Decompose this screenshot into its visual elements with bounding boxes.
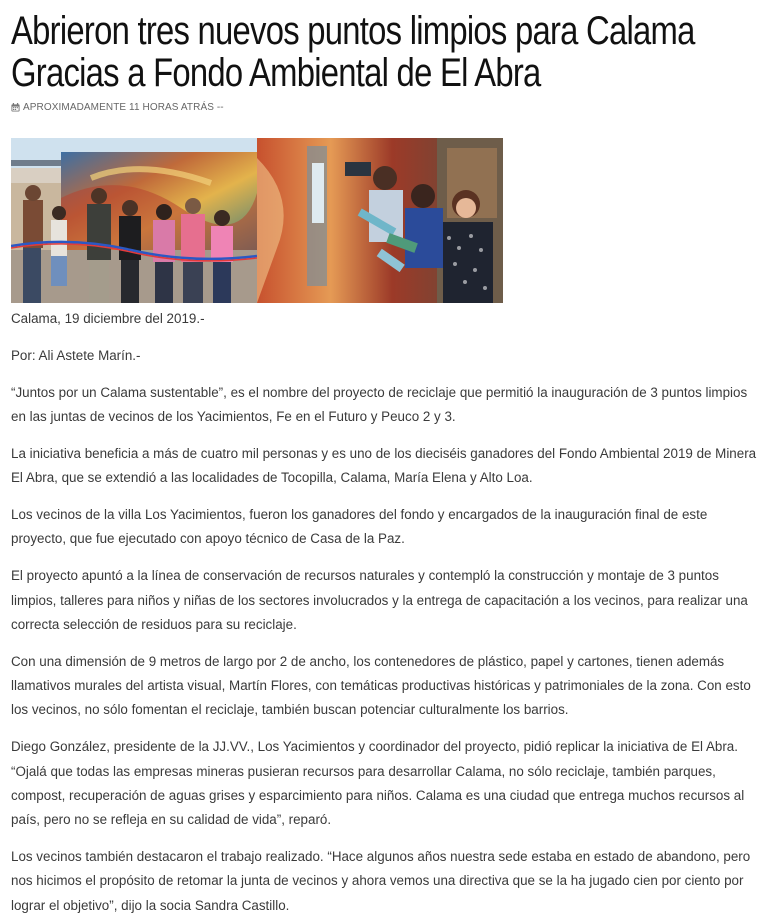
article-meta	[11, 102, 224, 113]
paragraph: Diego González, presidente de la JJ.VV., Los Yacimientos y coordinador del proyecto, pidió replicar la iniciativa de El Abra. “Ojalá que todas las empresas mineras pusieran recursos para desarrollar Calama, no sólo reciclaje, también parques, compost, recuperación de aguas grises y esparcimiento para niños. Calama es una ciudad que entrega muchos recursos al país, pero no se refleja en su calidad de vida”, reparó.	[11, 739, 745, 828]
publish-time: APROXIMADAMENTE 11 HORAS ATRÁS --	[23, 102, 224, 113]
paragraph: Con una dimensión de 9 metros de largo por 2 de ancho, los contenedores de plástico, papel y cartones, tienen además llamativos murales del artista visual, Martín Flores, con temáticas productivas históricas y patrimoniales de la zona. Con esto los vecinos, no sólo fomentan el reciclaje, también buscan potenciar culturalmente los barrios.	[11, 653, 751, 718]
paragraph: “Juntos por un Calama sustentable”, es el nombre del proyecto de reciclaje que permitió la inauguración de 3 puntos limpios en las juntas de vecinos de los Yacimientos, Fe en el Futuro y Peuco 2 y 3.	[11, 384, 748, 425]
paragraph: Los vecinos también destacaron el trabajo realizado. “Hace algunos años nuestra sede estaba en estado de abandono, pero nos hicimos el propósito de retomar la junta de vecinos y ahora vemos una directiva que se la ha jugado cien por ciento por lograr el objetivo”, dijo la socia Sandra Castillo.	[11, 849, 751, 913]
article-title	[11, 9, 695, 95]
article-photos	[11, 138, 503, 303]
paragraph: Los vecinos de la villa Los Yacimientos, fueron los ganadores del fondo y encargados de la inauguración final de este proyecto, que fue ejecutado con apoyo técnico de Casa de la Paz.	[11, 507, 708, 547]
recycling-bins-photo[interactable]	[257, 138, 503, 303]
calendar-icon	[11, 103, 20, 112]
article-title-line-1: Abrieron tres nuevos puntos limpios para Calama	[11, 9, 695, 53]
article-body	[11, 307, 761, 918]
ribbon-cutting-photo[interactable]	[11, 138, 257, 303]
article-title-line-2: Gracias a Fondo Ambiental de El Abra	[11, 51, 541, 95]
paragraph: El proyecto apuntó a la línea de conservación de recursos naturales y contempló la construcción y montaje de 3 puntos limpios, talleres para niños y niñas de los sectores involucrados y la entrega de capacitación a los vecinos, para realizar una correcta selección de residuos para su reciclaje.	[11, 568, 748, 632]
paragraph-byline: Por: Ali Astete Marín.-	[11, 347, 141, 363]
paragraph-dateline: Calama, 19 diciembre del 2019.-	[11, 311, 205, 326]
paragraph: La iniciativa beneficia a más de cuatro mil personas y es uno de los dieciséis ganadores del Fondo Ambiental 2019 de Minera El Abra, que se extendió a las localidades de Tocopilla, Calama, María Elena y Alto Loa.	[11, 445, 757, 486]
